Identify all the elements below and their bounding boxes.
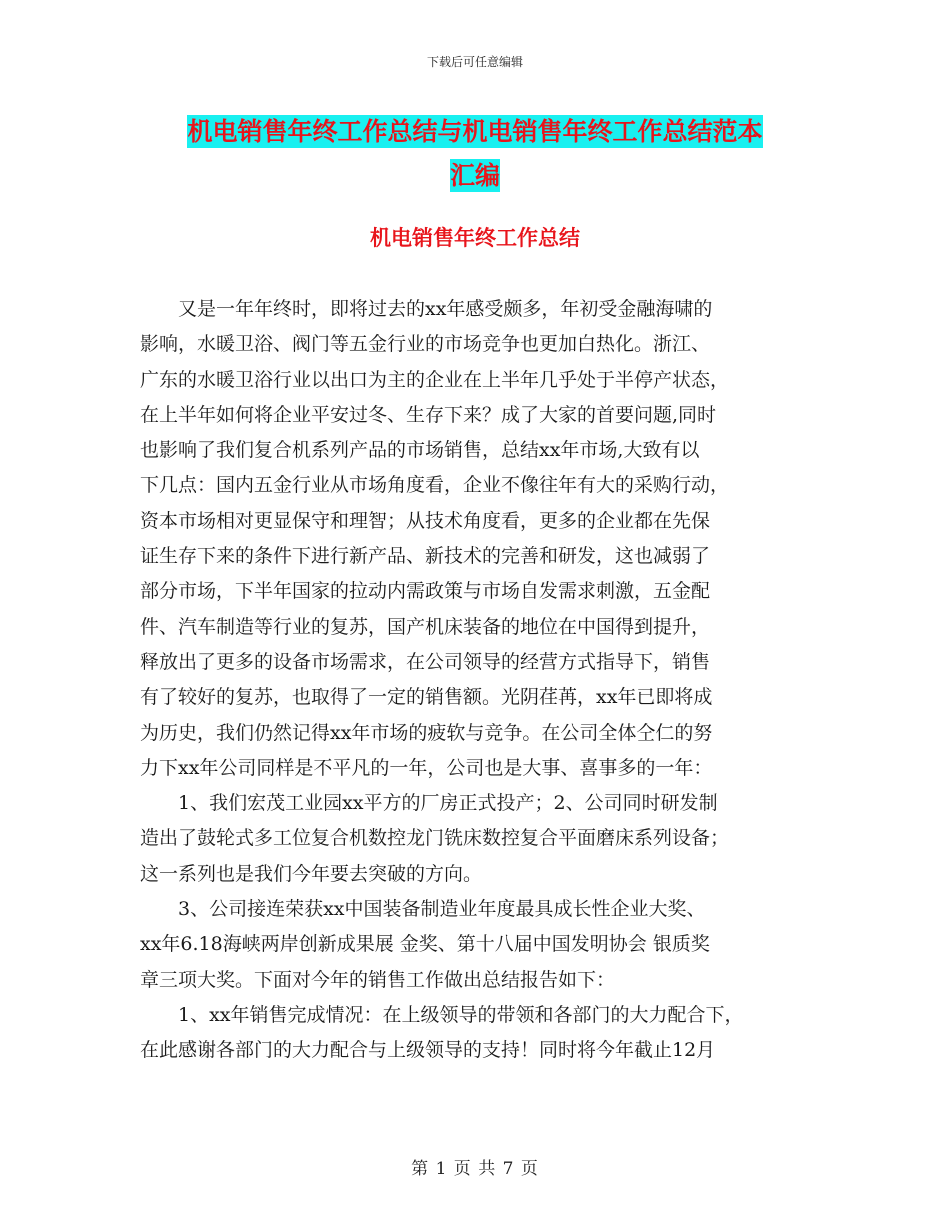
text-line: 资本市场相对更显保守和理智；从技术角度看，更多的企业都在先保 bbox=[140, 509, 711, 532]
document-title-line2: 汇编 bbox=[449, 161, 500, 190]
text-line: 释放出了更多的设备市场需求，在公司领导的经营方式指导下，销售 bbox=[140, 650, 711, 673]
paragraph bbox=[140, 998, 815, 1069]
paragraph bbox=[140, 786, 815, 892]
paragraph bbox=[140, 292, 815, 786]
document-title-line1: 机电销售年终工作总结与机电销售年终工作总结范本 bbox=[187, 117, 763, 146]
text-line: 为历史，我们仍然记得xx年市场的疲软与竞争。在公司全体仝仁的努 bbox=[140, 721, 713, 744]
document-title bbox=[140, 110, 810, 198]
page-number: 第 1 页 共 7 页 bbox=[411, 1159, 539, 1179]
text-line: 章三项大奖。下面对今年的销售工作做出总结报告如下： bbox=[140, 968, 616, 991]
text-line: 造出了鼓轮式多工位复合机数控龙门铣床数控复合平面磨床系列设备； bbox=[140, 827, 730, 850]
text-line: 3、公司接连荣获xx中国装备制造业年度最具成长性企业大奖、 bbox=[178, 898, 706, 921]
text-line: 有了较好的复苏，也取得了一定的销售额。光阴荏苒，xx年已即将成 bbox=[140, 686, 713, 709]
body-text bbox=[140, 292, 815, 1069]
paragraph bbox=[140, 892, 815, 998]
text-line: 也影响了我们复合机系列产品的市场销售，总结xx年市场,大致有以 bbox=[140, 439, 700, 462]
section-title: 机电销售年终工作总结 bbox=[370, 225, 580, 250]
text-line: 又是一年年终时，即将过去的xx年感受颇多，年初受金融海啸的 bbox=[178, 298, 713, 320]
text-line: 影响，水暖卫浴、阀门等五金行业的市场竞争也更加白热化。浙江、 bbox=[140, 333, 711, 356]
text-line: 下几点：国内五金行业从市场角度看，企业不像往年有大的采购行动， bbox=[140, 474, 730, 497]
text-line: 1、我们宏茂工业园xx平方的厂房正式投产；2、公司同时研发制 bbox=[178, 792, 718, 815]
text-line: xx年6.18海峡两岸创新成果展 金奖、第十八届中国发明协会 银质奖 bbox=[140, 933, 710, 956]
text-line: 在上半年如何将企业平安过冬、生存下来？成了大家的首要问题,同时 bbox=[140, 403, 717, 426]
text-line: 1、xx年销售完成情况：在上级领导的带领和各部门的大力配合下， bbox=[178, 1003, 744, 1026]
text-line: 广东的水暖卫浴行业以出口为主的企业在上半年几乎处于半停产状态， bbox=[140, 368, 730, 391]
text-line: 部分市场，下半年国家的拉动内需政策与市场自发需求刺激，五金配 bbox=[140, 580, 711, 603]
text-line: 在此感谢各部门的大力配合与上级领导的支持！同时将今年截止12月 bbox=[140, 1039, 716, 1062]
text-line: 件、汽车制造等行业的复苏，国产机床装备的地位在中国得到提升， bbox=[140, 615, 711, 638]
text-line: 这一系列也是我们今年要去突破的方向。 bbox=[140, 862, 483, 885]
page-header-note: 下载后可任意编辑 bbox=[426, 55, 523, 69]
text-line: 证生存下来的条件下进行新产品、新技术的完善和研发，这也减弱了 bbox=[140, 545, 711, 568]
text-line: 力下xx年公司同样是不平凡的一年，公司也是大事、喜事多的一年： bbox=[140, 756, 713, 779]
